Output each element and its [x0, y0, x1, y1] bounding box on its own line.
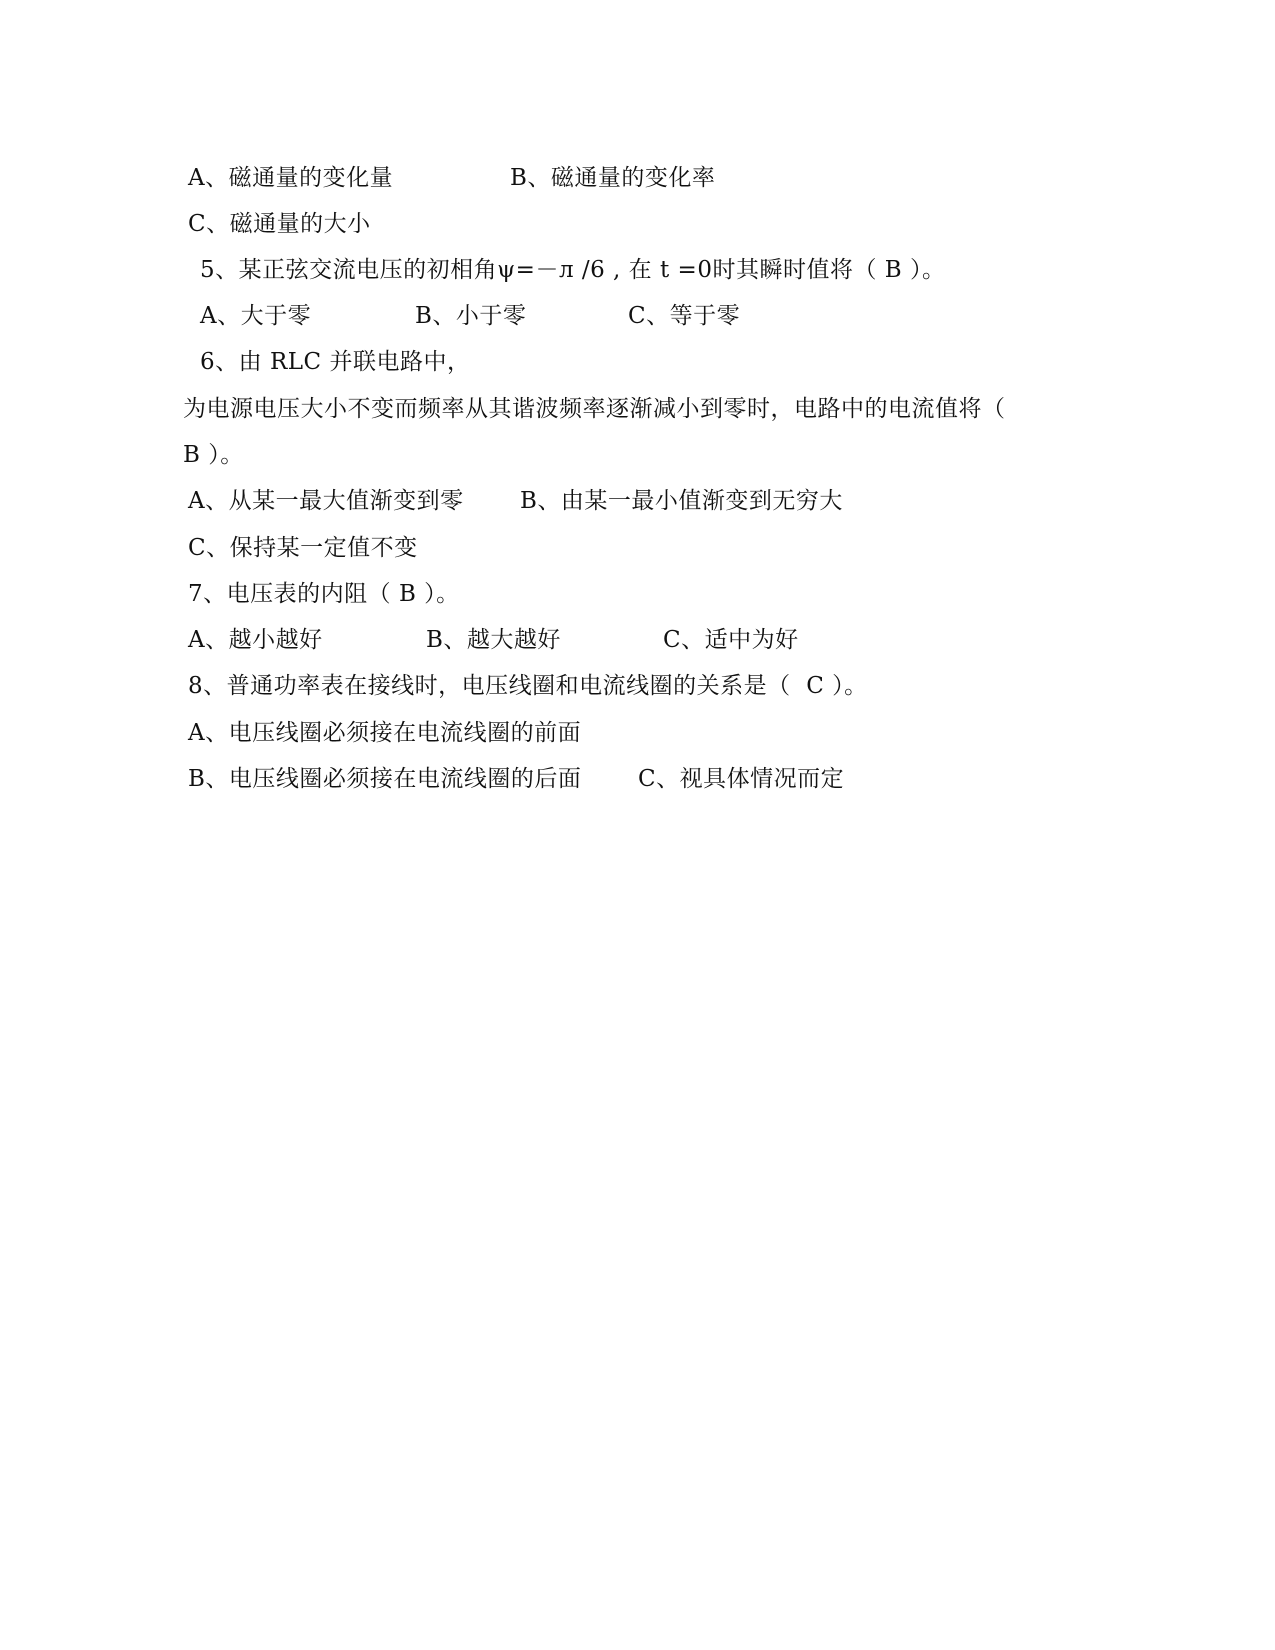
q5-stem: 5、某正弦交流电压的初相角ψ=－л /6 , 在 t =0时其瞬时值将（ B ）。 — [200, 257, 946, 283]
q8-stem: 8、普通功率表在接线时，电压线圈和电流线圈的关系是（ C ）。 — [188, 673, 868, 699]
q5-options-row — [0, 301, 1275, 331]
q6-option-b: B、由某一最小值渐变到无穷大 — [520, 488, 843, 514]
q7-option-a: A、越小越好 — [188, 627, 323, 653]
q8-option-b: B、电压线圈必须接在电流线圈的后面 — [188, 766, 582, 792]
q6-stem-line-2: 为电源电压大小不变而频率从其谐波频率逐渐减小到零时，电路中的电流值将（ — [183, 396, 1006, 422]
q4-option-b: B、磁通量的变化率 — [510, 165, 716, 191]
q4-option-c: C、磁通量的大小 — [188, 211, 371, 237]
q8-option-c: C、视具体情况而定 — [638, 766, 845, 792]
q7-option-c: C、适中为好 — [663, 627, 799, 653]
q6-option-a: A、从某一最大值渐变到零 — [188, 488, 464, 514]
q4-options-row-1 — [0, 163, 1275, 193]
q5-option-a: A、大于零 — [200, 303, 312, 329]
q7-option-b: B、越大越好 — [426, 627, 561, 653]
q8-option-a: A、电压线圈必须接在电流线圈的前面 — [188, 720, 582, 746]
q5-option-c: C、等于零 — [628, 303, 741, 329]
q6-options-row-1 — [0, 486, 1275, 516]
q4-option-a: A、磁通量的变化量 — [188, 165, 394, 191]
q6-stem-line-3: B ）。 — [183, 442, 244, 468]
q5-option-b: B、小于零 — [415, 303, 527, 329]
q7-stem: 7、电压表的内阻（ B ）。 — [188, 581, 460, 607]
q8-options-row-2 — [0, 764, 1275, 794]
q6-option-c: C、保持某一定值不变 — [188, 535, 418, 561]
q6-stem-line-1: 6、由 RLC 并联电路中， — [200, 349, 471, 375]
q7-options-row — [0, 625, 1275, 655]
